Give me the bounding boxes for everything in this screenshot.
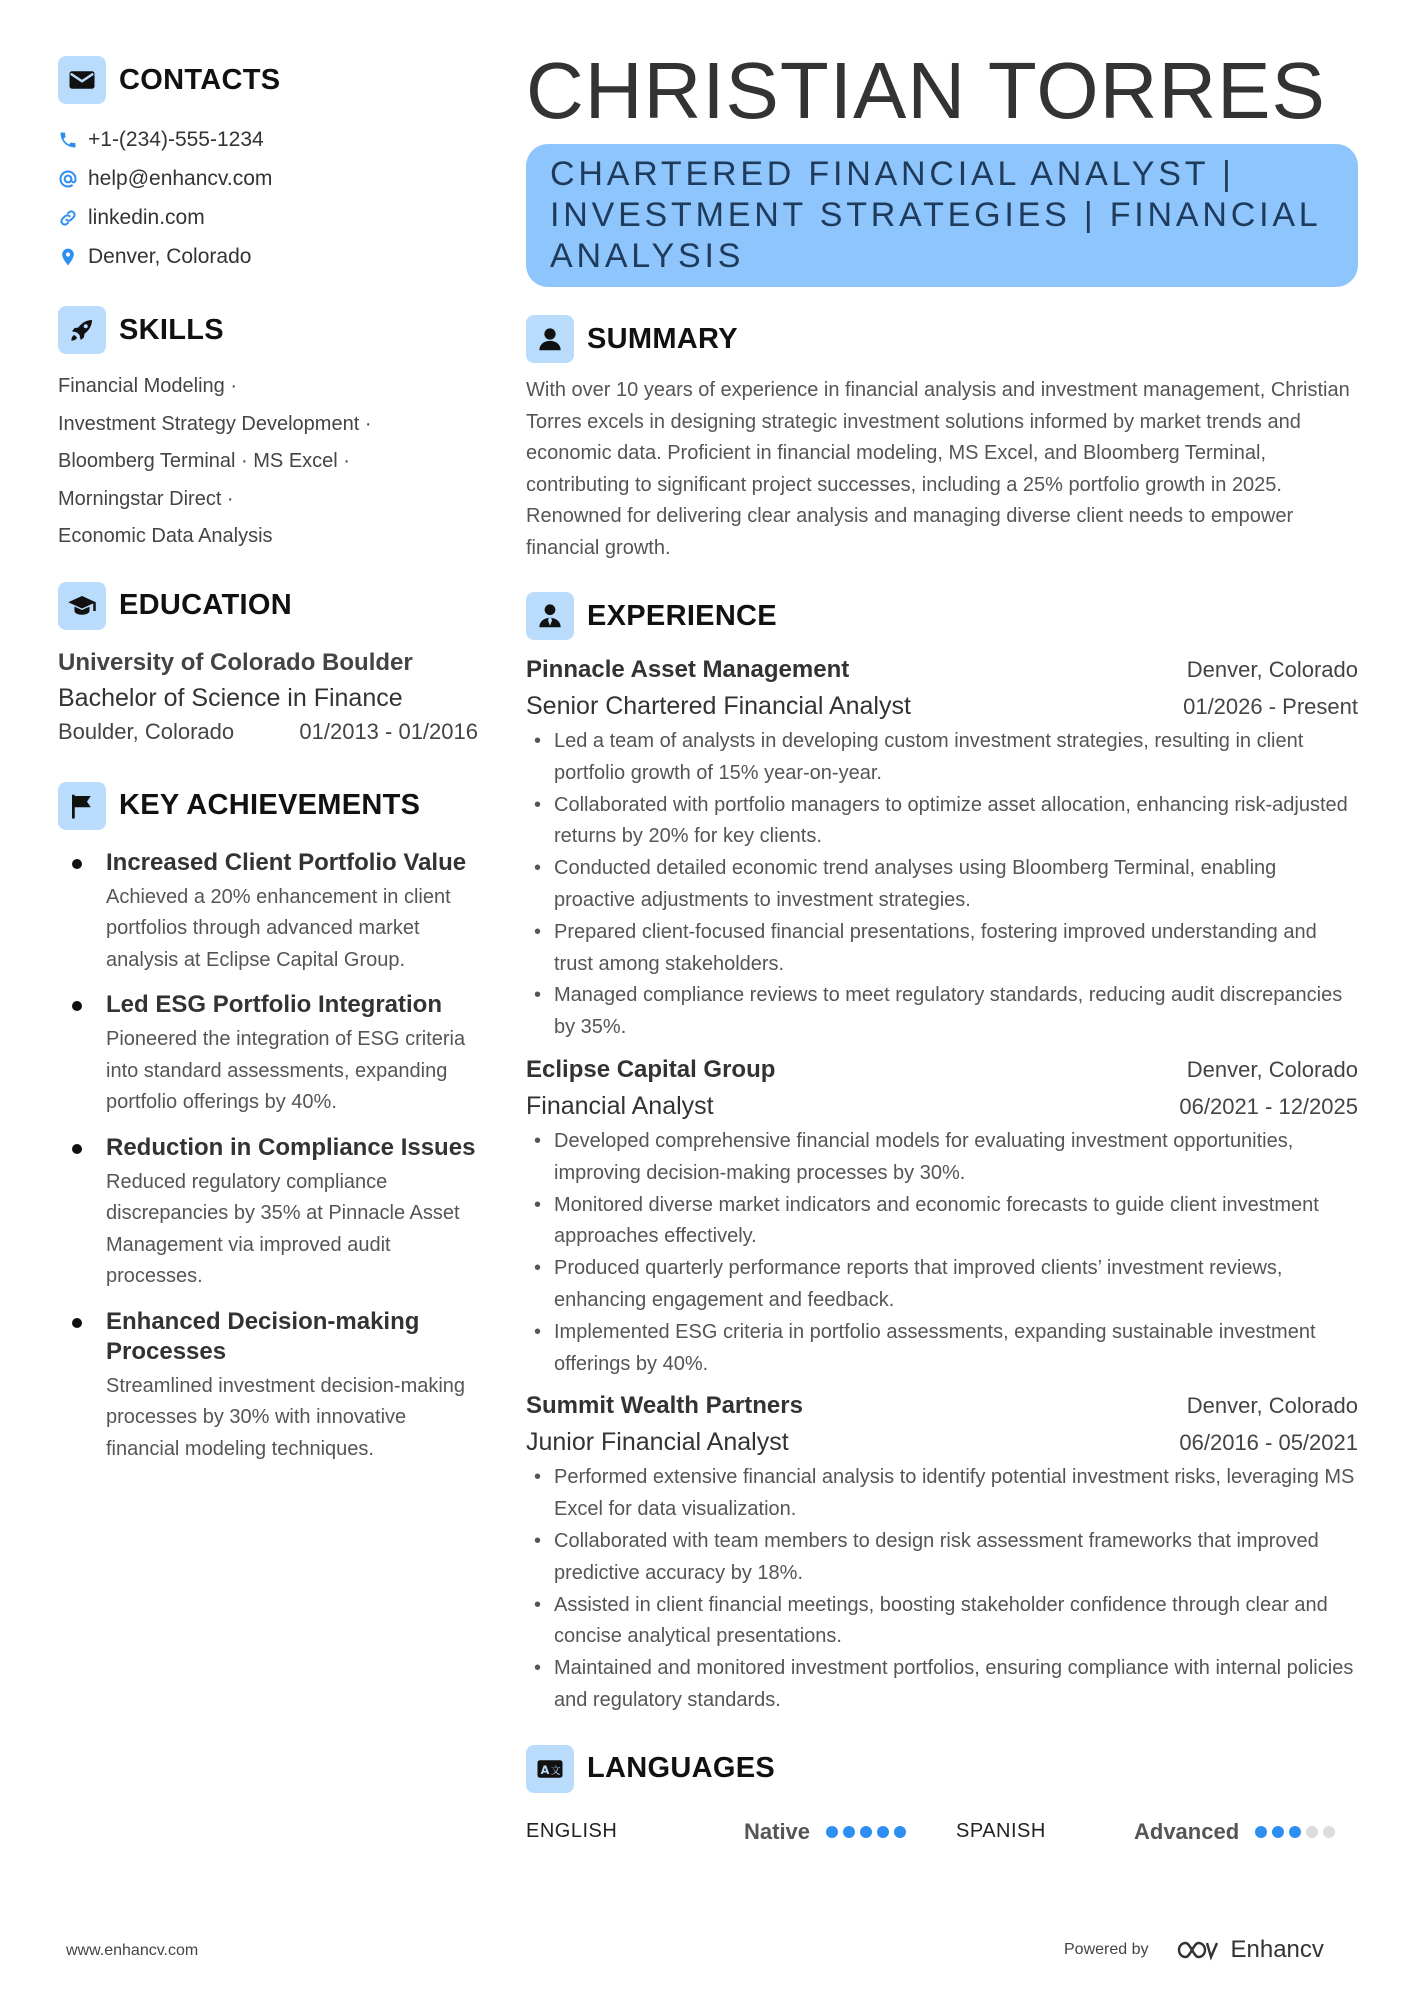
- graduation-cap-icon: [58, 582, 106, 630]
- summary-header: [526, 315, 1358, 363]
- achievement-title: Reduction in Compliance Issues: [106, 1133, 476, 1161]
- job-role: Junior Financial Analyst: [526, 1428, 789, 1457]
- skills-header: [58, 306, 478, 354]
- achievement-desc: Achieved a 20% enhancement in client portfolios through advanced market analysis at Eclipse Capital Group.: [106, 885, 451, 971]
- job-header: [526, 1388, 1358, 1424]
- summary-text: With over 10 years of experience in financial analysis and investment management, Christian Torres excels in designing strategic investment solutions informed by market trends and economic data. Proficient in financial modeling, MS Excel, and Bloomberg Terminal, contributing to significant project successes, including a 25% portfolio growth in 2025. Renowned for delivering clear analysis and managing diverse client needs to empower financial growth.: [526, 379, 1350, 559]
- education-dates: 01/2013 - 01/2016: [299, 718, 478, 744]
- footer-website[interactable]: www.enhancv.com: [66, 1942, 199, 1959]
- envelope-icon: [58, 56, 106, 104]
- job-bullet: • Collaborated with portfolio managers to optimize asset allocation, enhancing risk-adjusted returns by 20% for key clients.: [526, 790, 1358, 854]
- job-location: Denver, Colorado: [1186, 1393, 1358, 1419]
- proficiency-dot-filled: [894, 1826, 906, 1838]
- summary-title: SUMMARY: [587, 322, 738, 355]
- bullet-dot: [72, 1001, 82, 1011]
- job-subheader: [526, 688, 1358, 724]
- contact-phone[interactable]: [58, 120, 478, 159]
- link-icon: [58, 208, 88, 228]
- bullet-dot: [72, 859, 82, 869]
- education-location: Boulder, Colorado: [58, 718, 235, 744]
- achievement-desc: Streamlined investment decision-making processes by 30% with innovative financial modeling techniques.: [106, 1374, 466, 1460]
- job-bullet: • Led a team of analysts in developing custom investment strategies, resulting in client portfolio growth of 15% year-on-year.: [526, 726, 1358, 790]
- skill-line: Economic Data Analysis: [58, 525, 273, 547]
- skill-line: Financial Modeling ·: [58, 375, 237, 397]
- job-company: Summit Wealth Partners: [526, 1392, 803, 1420]
- achievement-item: [58, 990, 478, 1119]
- bullet-dot: [72, 1144, 82, 1154]
- language-name: SPANISH: [956, 1820, 1046, 1843]
- language-item-english: [526, 1819, 924, 1845]
- job-location: Denver, Colorado: [1186, 1056, 1358, 1082]
- job-dates: 06/2021 - 12/2025: [1179, 1093, 1358, 1119]
- job-location: Denver, Colorado: [1186, 657, 1358, 682]
- enhancv-brand-text: Enhancv: [1230, 1936, 1324, 1963]
- proficiency-dot-filled: [860, 1826, 872, 1838]
- job-bullet: • Managed compliance reviews to meet regulatory standards, reducing audit discrepancies by 35%.: [526, 980, 1358, 1044]
- job-bullet: • Assisted in client financial meetings, boosting stakeholder confidence through clear and concise analytical presentations.: [526, 1590, 1358, 1654]
- svg-text:文: 文: [550, 1765, 561, 1777]
- education-header: [58, 582, 478, 630]
- job-bullets: [526, 1462, 1358, 1716]
- job-header: [526, 1052, 1358, 1088]
- contact-list: [58, 120, 478, 276]
- bullet-dot: [72, 1318, 82, 1328]
- proficiency-dot-filled: [826, 1826, 838, 1838]
- achievement-desc: Reduced regulatory compliance discrepancies by 35% at Pinnacle Asset Management via improved audit processes.: [106, 1170, 460, 1287]
- proficiency-dot-filled: [1255, 1826, 1267, 1838]
- achievement-item: [58, 848, 478, 977]
- job-bullet: • Monitored diverse market indicators and economic forecasts to guide client investment approaches effectively.: [526, 1190, 1358, 1254]
- education-school: University of Colorado Boulder: [58, 648, 413, 676]
- job-entry: [526, 1052, 1358, 1380]
- experience-header: [526, 592, 1358, 640]
- contact-linkedin[interactable]: [58, 198, 478, 237]
- job-bullet: • Performed extensive financial analysis to identify potential investment risks, leveraging MS Excel for data visualization.: [526, 1462, 1358, 1526]
- proficiency-dot-filled: [1289, 1826, 1301, 1838]
- job-bullet: • Produced quarterly performance reports that improved clients’ investment reviews, enhancing engagement and feedback.: [526, 1253, 1358, 1317]
- achievement-title: Increased Client Portfolio Value: [106, 848, 467, 876]
- svg-text:A: A: [540, 1763, 550, 1777]
- languages-title: LANGUAGES: [587, 1752, 775, 1785]
- candidate-name: CHRISTIAN TORRES: [526, 46, 1326, 135]
- achievement-item: [58, 1133, 478, 1293]
- at-icon: [58, 169, 88, 189]
- achievements-title: KEY ACHIEVEMENTS: [119, 789, 421, 821]
- job-bullet: • Collaborated with team members to design risk assessment frameworks that improved predictive accuracy by 18%.: [526, 1526, 1358, 1590]
- job-role: Senior Chartered Financial Analyst: [526, 692, 911, 720]
- skills-list: [58, 368, 478, 556]
- job-bullet: • Conducted detailed economic trend analyses using Bloomberg Terminal, enabling proactive adjustments to investment strategies.: [526, 853, 1358, 917]
- job-bullets: [526, 1126, 1358, 1380]
- achievement-title: Enhanced Decision-making Processes: [106, 1307, 420, 1365]
- education-entry: [58, 646, 478, 748]
- language-name: ENGLISH: [526, 1820, 618, 1843]
- language-icon: [526, 1745, 574, 1793]
- language-level: Native: [744, 1818, 811, 1844]
- job-subheader: [526, 1424, 1358, 1460]
- contacts-title: CONTACTS: [119, 63, 281, 96]
- job-company: Pinnacle Asset Management: [526, 656, 850, 683]
- job-header: [526, 652, 1358, 688]
- achievements-list: [58, 848, 478, 1466]
- user-icon: [526, 315, 574, 363]
- job-bullets: [526, 726, 1358, 1044]
- candidate-title: CHARTERED FINANCIAL ANALYST | INVESTMENT STRATEGIES | FINANCIAL ANALYSIS: [550, 155, 1321, 275]
- left-column: [58, 56, 478, 1479]
- phone-icon: [58, 130, 88, 150]
- skills-title: SKILLS: [119, 313, 224, 346]
- contact-email[interactable]: [58, 159, 478, 198]
- languages-header: [526, 1745, 1358, 1793]
- proficiency-dot-empty: [1306, 1826, 1318, 1838]
- language-dots: [826, 1826, 906, 1838]
- proficiency-dot-filled: [877, 1826, 889, 1838]
- contact-location-text: Denver, Colorado: [88, 244, 252, 268]
- title-banner: [526, 144, 1358, 287]
- right-column: [526, 46, 1358, 1849]
- achievement-desc: Pioneered the integration of ESG criteria into standard assessments, expanding portfolio offerings by 40%.: [106, 1028, 466, 1113]
- rocket-icon: [58, 306, 106, 354]
- education-title: EDUCATION: [119, 589, 292, 621]
- education-meta: [58, 716, 478, 748]
- languages-row: [526, 1815, 1358, 1849]
- enhancv-logo-icon: [1175, 1938, 1221, 1962]
- job-role: Financial Analyst: [526, 1091, 714, 1120]
- map-pin-icon: [58, 247, 88, 267]
- achievement-item: [58, 1307, 478, 1466]
- job-bullet: • Developed comprehensive financial models for evaluating investment opportunities, improving decision-making processes by 30%.: [526, 1126, 1358, 1190]
- achievement-title: Led ESG Portfolio Integration: [106, 991, 442, 1018]
- skill-line: Bloomberg Terminal · MS Excel ·: [58, 450, 350, 472]
- language-item-spanish: [956, 1819, 1335, 1845]
- skill-line: Morningstar Direct ·: [58, 487, 234, 510]
- job-entry: [526, 652, 1358, 1044]
- job-company: Eclipse Capital Group: [526, 1055, 776, 1083]
- proficiency-dot-filled: [1272, 1826, 1284, 1838]
- flag-icon: [58, 782, 106, 830]
- contacts-header: [58, 56, 478, 104]
- contact-email-text: help@enhancv.com: [88, 166, 273, 190]
- footer-brand[interactable]: [1064, 1936, 1324, 1964]
- job-entry: [526, 1388, 1358, 1716]
- job-bullet: • Maintained and monitored investment portfolios, ensuring compliance with internal policies and regulatory standards.: [526, 1653, 1358, 1717]
- contact-phone-text: +1-(234)-555-1234: [88, 127, 264, 151]
- experience-title: EXPERIENCE: [587, 599, 777, 632]
- achievements-header: [58, 782, 478, 830]
- job-bullet: • Implemented ESG criteria in portfolio assessments, expanding sustainable investment offerings by 40%.: [526, 1317, 1358, 1381]
- proficiency-dot-empty: [1323, 1826, 1335, 1838]
- job-dates: 06/2016 - 05/2021: [1179, 1430, 1358, 1456]
- job-dates: 01/2026 - Present: [1183, 694, 1358, 719]
- language-dots: [1255, 1826, 1335, 1838]
- user-tie-icon: [526, 592, 574, 640]
- job-subheader: [526, 1088, 1358, 1124]
- skill-line: Investment Strategy Development ·: [58, 412, 372, 435]
- contact-location: [58, 237, 478, 276]
- language-level: Advanced: [1134, 1818, 1240, 1844]
- powered-by-label: Powered by: [1064, 1941, 1149, 1958]
- education-degree: Bachelor of Science in Finance: [58, 683, 403, 712]
- contact-linkedin-text: linkedin.com: [88, 205, 205, 229]
- enhancv-logo: [1175, 1936, 1324, 1964]
- job-bullet: • Prepared client-focused financial presentations, fostering improved understanding and trust among stakeholders.: [526, 917, 1358, 981]
- proficiency-dot-filled: [843, 1826, 855, 1838]
